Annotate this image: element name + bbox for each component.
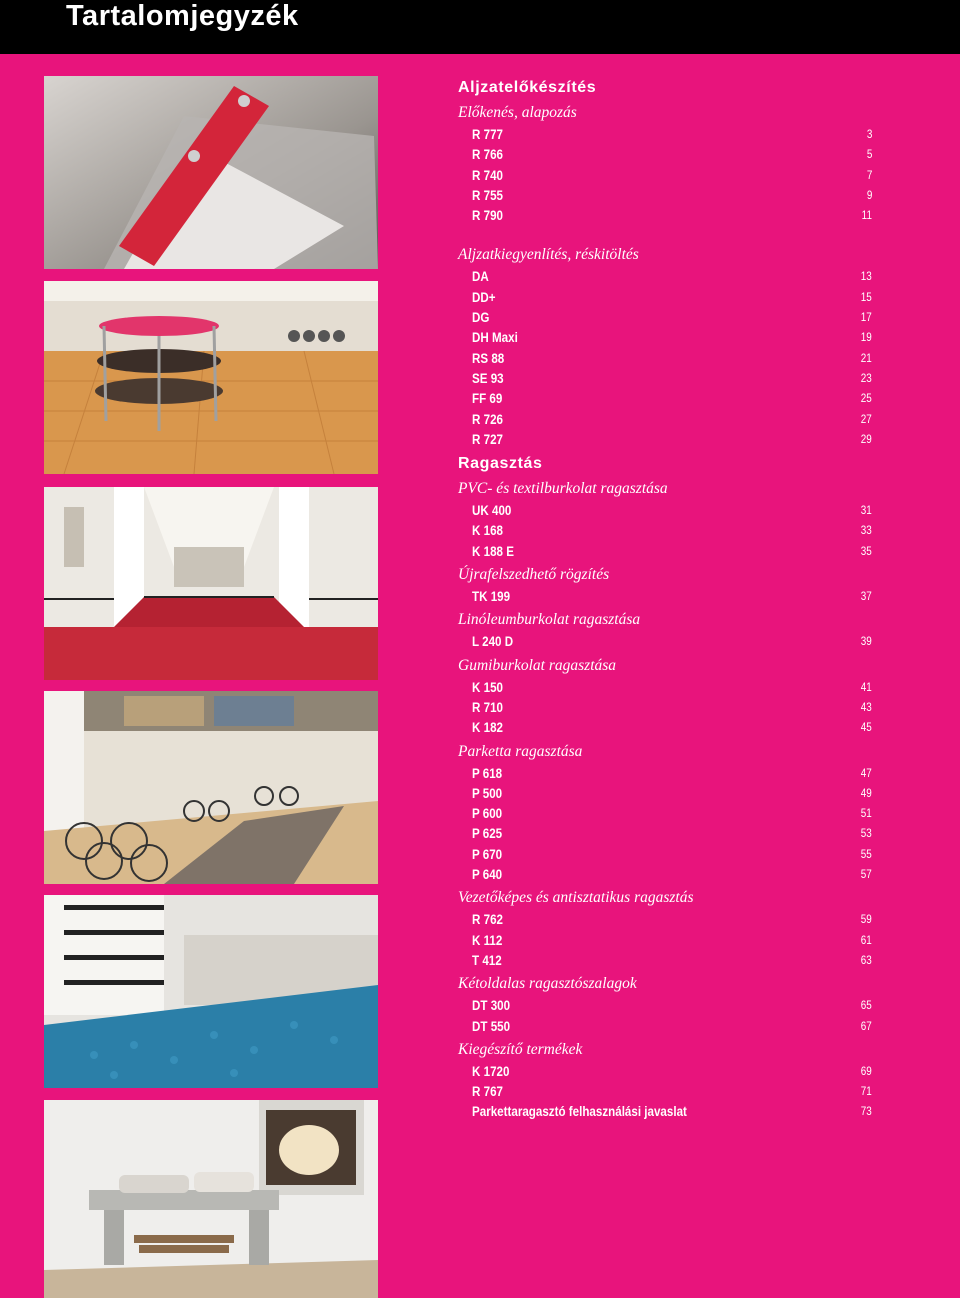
- toc-entry[interactable]: [458, 166, 872, 186]
- toc-entry-page: 59: [860, 914, 872, 927]
- toc-entry-name: R 740: [472, 167, 503, 183]
- table-of-contents: [458, 74, 872, 1123]
- toc-entry[interactable]: [458, 501, 872, 521]
- toc-entry-name: R 762: [472, 912, 503, 928]
- toc-entry[interactable]: [458, 1102, 872, 1122]
- toc-entry-name: DH Maxi: [472, 330, 518, 346]
- toc-entry[interactable]: [458, 308, 872, 328]
- toc-entry[interactable]: [458, 186, 872, 206]
- toc-entry-page: 55: [860, 848, 872, 861]
- toc-entry-page: 9: [866, 189, 872, 202]
- toc-entry-page: 63: [860, 954, 872, 967]
- toc-entry-name: DT 300: [472, 998, 511, 1014]
- toc-entry[interactable]: [458, 410, 872, 430]
- toc-entry-name: P 618: [472, 765, 503, 781]
- toc-entry-page: 25: [860, 393, 872, 406]
- toc-entry[interactable]: [458, 678, 872, 698]
- toc-entry-page: 29: [860, 433, 872, 446]
- toc-entry-name: P 625: [472, 826, 503, 842]
- toc-entry[interactable]: [458, 764, 872, 784]
- toc-entry-page: 11: [861, 210, 872, 223]
- toc-entry-name: R 777: [472, 127, 503, 142]
- toc-entry-name: P 640: [472, 867, 503, 883]
- toc-subsection-title: Előkenés, alapozás: [458, 104, 577, 121]
- photo-bicycle-showroom: [44, 691, 378, 884]
- toc-entry[interactable]: [458, 369, 872, 389]
- toc-entry-name: RS 88: [472, 350, 505, 366]
- toc-entry-name: R 726: [472, 411, 503, 427]
- toc-entry[interactable]: [458, 951, 872, 971]
- toc-entry[interactable]: [458, 145, 872, 165]
- toc-entry[interactable]: [458, 1082, 872, 1102]
- toc-entry-name: L 240 D: [472, 634, 514, 650]
- toc-entry-name: T 412: [472, 952, 502, 968]
- toc-entry-page: 31: [860, 505, 872, 518]
- toc-entry-name: K 150: [472, 679, 503, 695]
- toc-entry[interactable]: [458, 698, 872, 718]
- photo-trowel: [44, 76, 378, 269]
- toc-entry[interactable]: [458, 587, 872, 607]
- toc-entry[interactable]: [458, 824, 872, 844]
- toc-entry-name: K 1720: [472, 1063, 510, 1079]
- toc-entry-page: 51: [860, 808, 872, 821]
- toc-subsection-title: Aljzatkiegyenlítés, réskitöltés: [458, 246, 639, 264]
- toc-entry-page: 35: [860, 545, 872, 558]
- toc-entry[interactable]: [458, 430, 872, 450]
- toc-entry[interactable]: [458, 328, 872, 348]
- toc-entry[interactable]: [458, 996, 872, 1016]
- toc-entry[interactable]: [458, 784, 872, 804]
- photo-museum-hall: [44, 487, 378, 680]
- toc-entry[interactable]: [458, 206, 872, 226]
- toc-entry-page: 65: [860, 1000, 872, 1013]
- toc-entry-name: DA: [472, 269, 489, 285]
- toc-subsection-title: Vezetőképes és antisztatikus ragasztás: [458, 889, 694, 907]
- toc-entry[interactable]: [458, 288, 872, 308]
- toc-section-title: Ragasztás: [458, 455, 543, 473]
- toc-entry-page: 21: [860, 352, 872, 365]
- toc-entry-page: 67: [860, 1020, 872, 1033]
- toc-entry-name: P 600: [472, 806, 503, 822]
- toc-entry[interactable]: [458, 865, 872, 885]
- photo-gym-parquet: [44, 281, 378, 474]
- toc-entry[interactable]: [458, 931, 872, 951]
- toc-entry-page: 49: [860, 787, 872, 800]
- toc-entry-name: R 755: [472, 187, 503, 203]
- toc-entry[interactable]: [458, 349, 872, 369]
- toc-entry-name: SE 93: [472, 370, 504, 386]
- toc-entry[interactable]: [458, 1017, 872, 1037]
- toc-entry-page: 17: [860, 312, 872, 325]
- toc-entry-page: 5: [866, 149, 872, 162]
- photo-blue-rubber-floor: [44, 895, 378, 1088]
- toc-entry-name: Parkettaragasztó felhasználási javaslat: [472, 1104, 687, 1120]
- toc-subsection-title: Parketta ragasztása: [458, 742, 583, 760]
- toc-subsection-title: Kétoldalas ragasztószalagok: [458, 975, 637, 993]
- toc-entry[interactable]: [458, 389, 872, 409]
- toc-entry-page: 15: [860, 291, 872, 304]
- toc-entry-page: 33: [860, 525, 872, 538]
- toc-entry-page: 71: [860, 1086, 872, 1099]
- toc-entry-page: 37: [860, 591, 872, 604]
- toc-entry-name: K 112: [472, 932, 503, 948]
- toc-entry[interactable]: [458, 267, 872, 287]
- toc-entry-page: 3: [866, 129, 872, 141]
- toc-entry-name: K 182: [472, 720, 503, 736]
- toc-entry[interactable]: [458, 521, 872, 541]
- toc-entry[interactable]: [458, 542, 872, 562]
- toc-entry-page: 57: [860, 869, 872, 882]
- toc-entry[interactable]: [458, 804, 872, 824]
- toc-subsection-title: Újrafelszedhető rögzítés: [458, 566, 610, 584]
- toc-entry-page: 45: [860, 722, 872, 735]
- toc-section-title: Aljzatelőkészítés: [458, 79, 597, 96]
- toc-entry-page: 61: [860, 934, 872, 947]
- toc-entry-name: DD+: [472, 289, 496, 305]
- photo-fireplace-bench: [44, 1100, 378, 1298]
- toc-entry-page: 53: [860, 828, 872, 841]
- toc-entry-name: TK 199: [472, 589, 511, 605]
- toc-entry[interactable]: [458, 125, 872, 145]
- toc-entry-name: K 188 E: [472, 543, 514, 559]
- toc-entry-name: UK 400: [472, 503, 512, 519]
- toc-subsection-title: PVC- és textilburkolat ragasztása: [458, 480, 668, 498]
- toc-entry-page: 43: [860, 701, 872, 714]
- toc-subsection-title: Gumiburkolat ragasztása: [458, 656, 617, 674]
- toc-entry-name: R 727: [472, 431, 503, 447]
- toc-entry-page: 7: [866, 169, 872, 182]
- toc-entry-page: 69: [860, 1065, 872, 1078]
- toc-entry-page: 23: [860, 372, 872, 385]
- toc-entry-name: DT 550: [472, 1018, 511, 1034]
- header-bar: [0, 0, 960, 54]
- toc-entry-name: FF 69: [472, 391, 503, 407]
- toc-entry-page: 19: [860, 332, 872, 345]
- toc-entry-name: K 168: [472, 523, 503, 539]
- toc-entry-page: 39: [860, 636, 872, 649]
- toc-entry-name: R 767: [472, 1084, 503, 1100]
- toc-entry-page: 41: [860, 681, 872, 694]
- toc-entry-page: 47: [860, 767, 872, 780]
- toc-subsection-title: Linóleumburkolat ragasztása: [458, 611, 641, 629]
- toc-entry-page: 27: [860, 413, 872, 426]
- toc-entry-page: 13: [860, 271, 872, 284]
- toc-entry-name: R 790: [472, 208, 503, 224]
- toc-subsection-title: Kiegészítő termékek: [458, 1040, 583, 1058]
- toc-entry[interactable]: [458, 910, 872, 930]
- toc-entry[interactable]: [458, 1062, 872, 1082]
- toc-entry[interactable]: [458, 718, 872, 738]
- toc-entry-name: R 710: [472, 699, 503, 715]
- toc-entry-page: 73: [860, 1106, 872, 1119]
- toc-entry[interactable]: [458, 845, 872, 865]
- toc-entry-name: P 500: [472, 785, 503, 801]
- page-title: Tartalomjegyzék: [66, 0, 299, 32]
- toc-entry[interactable]: [458, 632, 872, 652]
- toc-entry-name: DG: [472, 310, 490, 326]
- toc-entry-name: R 766: [472, 147, 503, 163]
- toc-entry-name: P 670: [472, 846, 503, 862]
